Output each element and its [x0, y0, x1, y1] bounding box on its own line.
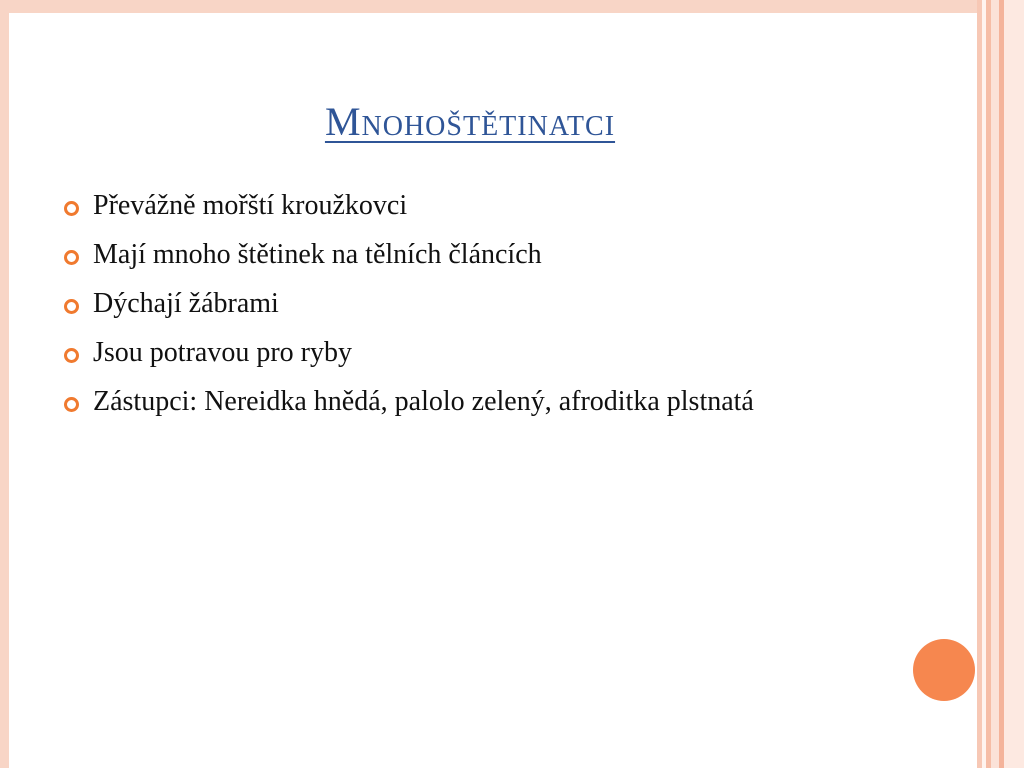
orange-ring-bullet-icon [64, 348, 79, 363]
bullet-text: Zástupci: Nereidka hnědá, palolo zelený, afroditka plstnatá [93, 386, 754, 417]
bullet-item [64, 379, 824, 425]
orange-ring-bullet-icon [64, 397, 79, 412]
orange-ring-bullet-icon [64, 250, 79, 265]
bullet-text: Jsou potravou pro ryby [93, 337, 352, 368]
bullet-item [64, 232, 824, 278]
bullet-list [64, 183, 824, 428]
orange-ring-bullet-icon [64, 201, 79, 216]
right-decorative-stripe [1004, 0, 1024, 768]
bullet-item [64, 183, 824, 229]
slide-title: Mnohoštětinatci [324, 99, 616, 144]
bullet-item [64, 330, 824, 376]
bullet-item [64, 281, 824, 327]
bullet-text: Mají mnoho štětinek na tělních článcích [93, 239, 542, 270]
bullet-text: Převážně mořští kroužkovci [93, 190, 408, 221]
right-decorative-stripe [991, 0, 999, 768]
bullet-text: Dýchají žábrami [93, 288, 279, 319]
orange-ring-bullet-icon [64, 299, 79, 314]
orange-circle-icon [913, 639, 975, 701]
